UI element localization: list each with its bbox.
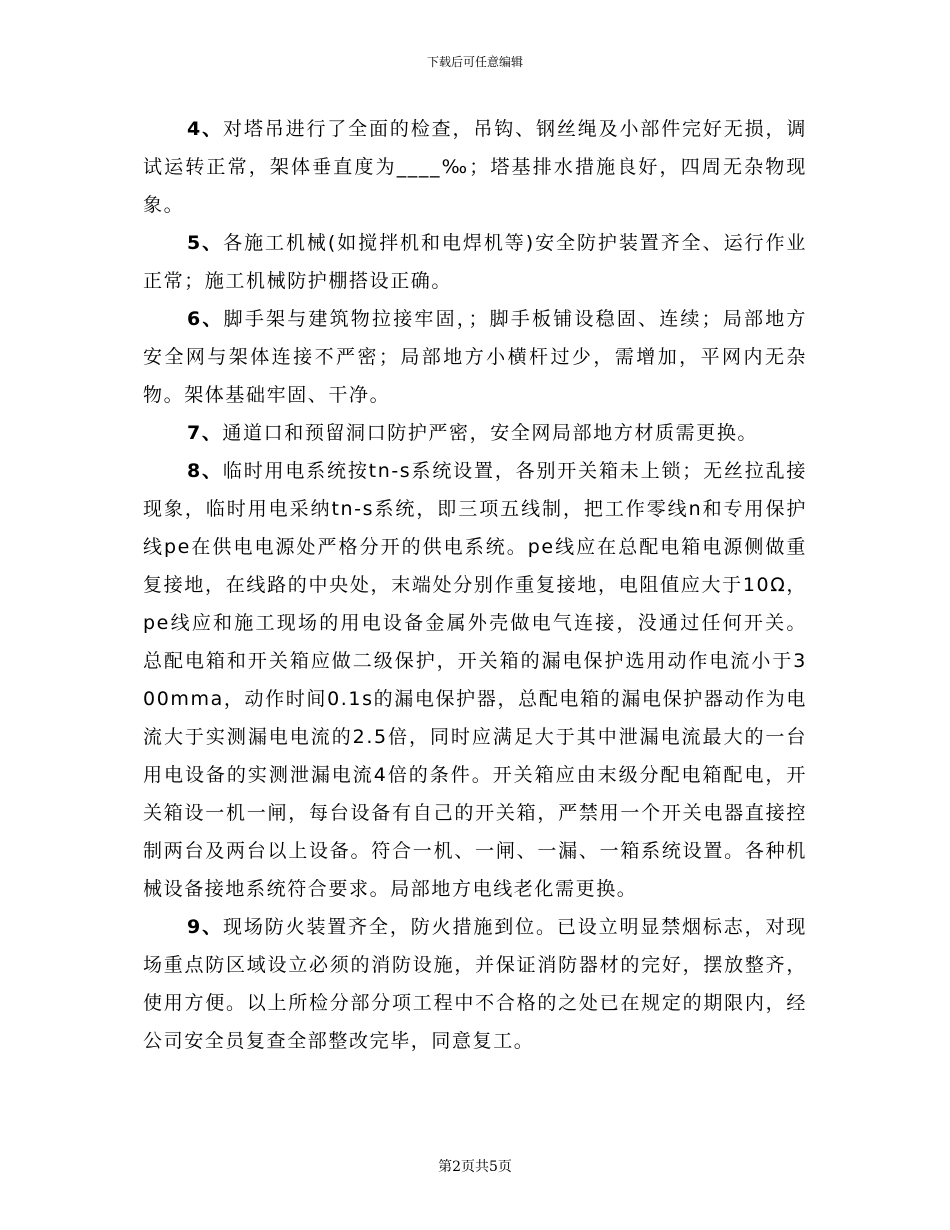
page-number: 第2页共5页 — [438, 1159, 512, 1175]
paragraph-text: 脚手架与建筑物拉接牢固，；脚手板铺设稳固、连续；局部地方安全网与架体连接不严密；局部地方小横杆过少，需增加，平网内无杂物。架体基础牢固、干净。 — [143, 308, 808, 406]
paragraph-7 — [143, 414, 807, 452]
item-number: 5、 — [187, 232, 224, 254]
paragraph-text: 临时用电系统按tn-s系统设置，各别开关箱未上锁；无丝拉乱接现象，临时用电采纳tn-s系统，即三项五线制，把工作零线n和专用保护线pe在供电电源处严格分开的供电系统。pe线应在总配电箱电源侧做重复接地，在线路的中央处，末端处分别作重复接地，电阻值应大于10Ω，pe线应和施工现场的用电设备金属外壳做电气连接，没通过任何开关。总配电箱和开关箱应做二级保护，开关箱的漏电保护选用动作电流小于300mma，动作时间0.1s的漏电保护器，总配电箱的漏电保护器动作为电流大于实测漏电电流的2.5倍，同时应满足大于其中泄漏电流最大的一台用电设备的实测泄漏电流4倍的条件。开关箱应由末级分配电箱配电，开关箱设一机一闸，每台设备有自己的开关箱，严禁用一个开关电器直接控制两台及两台以上设备。符合一机、一闸、一漏、一箱系统设置。各种机械设备接地系统符合要求。局部地方电线老化需更换。 — [143, 460, 807, 900]
paragraph-6 — [143, 300, 807, 414]
item-number: 8、 — [187, 460, 223, 482]
page-header: 下载后可任意编辑 — [426, 55, 523, 69]
paragraph-text: 现场防火装置齐全，防火措施到位。已设立明显禁烟标志，对现场重点防区域设立必须的消防设施，并保证消防器材的完好，摆放整齐，使用方便。以上所检分部分项工程中不合格的之处已在规定的期限内，经公司安全员复查全部整改完毕，同意复工。 — [143, 916, 808, 1052]
item-number: 9、 — [187, 916, 223, 938]
paragraph-text: 对塔吊进行了全面的检查，吊钩、钢丝绳及小部件完好无损，调试运转正常，架体垂直度为____‰；塔基排水措施良好，四周无杂物现象。 — [143, 118, 808, 216]
item-number: 7、 — [187, 422, 223, 444]
document-body — [143, 110, 807, 1060]
paragraph-8 — [143, 452, 807, 908]
paragraph-4 — [143, 110, 807, 224]
paragraph-5 — [143, 224, 807, 300]
paragraph-text: 各施工机械(如搅拌机和电焊机等)安全防护装置齐全、运行作业正常；施工机械防护棚搭设正确。 — [143, 232, 808, 292]
item-number: 4、 — [187, 118, 223, 140]
paragraph-9 — [143, 908, 807, 1060]
item-number: 6、 — [187, 308, 224, 330]
paragraph-text: 通道口和预留洞口防护严密，安全网局部地方材质需更换。 — [222, 422, 759, 444]
